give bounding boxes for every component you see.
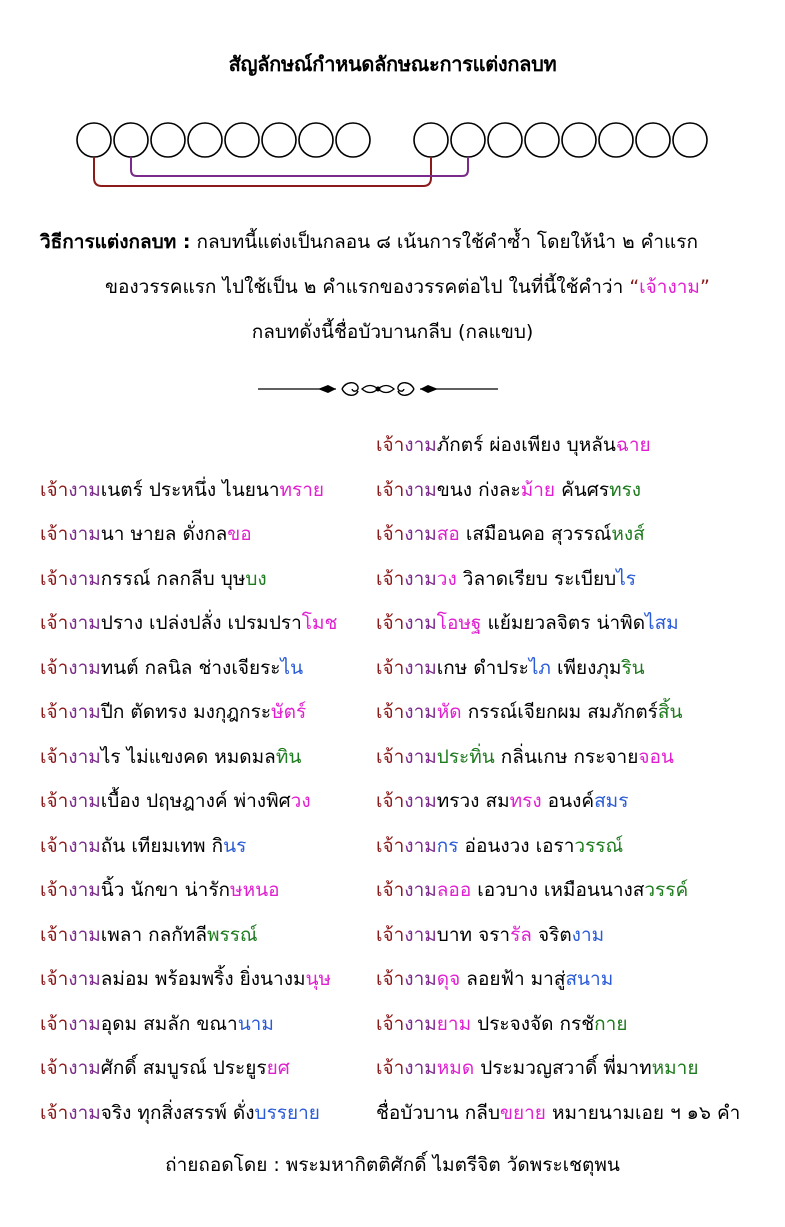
keyword: เจ้างาม [639,276,700,298]
verse-word: นา ษายล ดั่งกล [100,523,228,545]
verse-word: หัด [436,701,462,723]
verse-line-left [40,920,258,950]
verse-word: เจ้า [376,434,405,456]
verse-line-left [40,564,267,594]
first-line-circles [77,123,370,157]
verse-word: งาม [404,656,437,679]
verse-word: กรรณ์เจียกผม สมภักตร์ [461,701,658,723]
verse-word: ขนง ก่งละ [436,478,521,501]
verse-word: เบื้อง ปฤษฎางค์ พ่างพิศ [100,790,291,812]
verse-word: เจ้า [40,1101,69,1124]
verse-word: งาม [571,923,605,946]
verse-line-right [376,475,641,505]
verse-line-left [40,875,280,905]
verse-line-left [40,1098,320,1128]
verse-word: ทราย [279,478,325,501]
verse-line-left [40,1009,274,1039]
verse-word: นิ้ว นักขา น่ารัก [100,879,231,901]
verse-word: เจ้า [376,523,405,545]
verse-word: งาม [68,523,101,545]
verse-word: ลอยฟ้า มาสู่ [460,968,566,990]
verse-line-left [40,608,337,638]
verse-word: บาท จรา [436,923,511,946]
verse-word: เจ้า [40,656,69,679]
verse-word: ถัน เทียมเทพ กิ [100,834,224,857]
verse-line-right [376,920,604,950]
verse-word: วรรค์ [644,879,689,901]
second-line-circles [414,123,707,157]
verse-word: ม้าย [520,478,556,501]
verse-word: โอษฐ [436,612,482,634]
verse-word: คันศร [555,478,610,501]
verse-word: กรรณ์ กลกลีบ บุษ [100,567,246,590]
verse-line-right [376,653,645,683]
verse-word: งาม [404,567,437,590]
verse-word: งาม [404,434,437,456]
quote-close: ” [699,276,710,298]
verse-word: เพียงภุม [550,656,622,679]
verse-word: วง [436,567,457,590]
verse-line-right [376,1053,698,1083]
verse-word: เจ้า [376,656,405,679]
verse-line-right [376,964,613,994]
verse-word: งาม [68,478,101,501]
verse-word: งาม [404,523,437,545]
verse-word: บรรยาย [254,1101,320,1124]
page-title: สัญลักษณ์กำหนดลักษณะการแต่งกลบท [228,52,557,76]
verse-word: เจ้า [40,612,69,634]
verse-word: เจ้า [40,834,69,857]
verse-word: งาม [404,879,437,901]
verse-word: พรรณ์ [206,923,258,946]
verse-line-left [40,831,246,861]
verse-word: งาม [68,701,101,723]
verse-word: งาม [404,745,437,768]
verse-word: งาม [404,1012,437,1035]
verse-word: ยศ [266,1057,290,1079]
verse-word: งาม [68,790,101,812]
verse-word: งาม [404,968,437,990]
verse-word: หงส์ [611,523,645,545]
verse-word: สมร [594,790,629,812]
verse-word: ปีก ตัดทรง มงกุฎกระ [100,701,272,723]
verse-word: วิลาดเรียบ ระเบียบ [456,567,617,590]
verse-word: นร [223,834,247,857]
verse-word: ริน [621,656,645,679]
verse-word: ทรวง สม [436,790,510,812]
verse-line-right [376,1098,740,1128]
verse-word: เจ้า [40,745,69,768]
quote-open: “ [629,276,640,298]
verse-word: งาม [68,656,101,679]
verse-word: เจ้า [40,879,69,901]
verse-word: ขยาย [500,1101,546,1124]
verse-word: ลม่อม พร้อมพริ้ง ยิ่งนางม [100,968,306,990]
verse-word: เจ้า [40,701,69,723]
verse-line-right [376,1009,627,1039]
verse-word: งาม [404,701,437,723]
verse-word: ฉาย [615,434,651,456]
verse-word: เจ้า [40,478,69,501]
verse-word: เจ้า [376,1012,405,1035]
verse-word: งาม [68,567,101,590]
verse-word: เจ้า [376,701,405,723]
verse-line-right [376,875,688,905]
verse-line-right [376,519,645,549]
verse-word: เจ้า [40,923,69,946]
verse-word: ขอ [227,523,252,545]
verse-word: โมช [301,612,338,634]
verse-word: เจ้า [376,1057,405,1079]
verse-word: ศักดิ์ สมบูรณ์ ประยูร [100,1057,267,1079]
verse-word: สิ้น [657,701,683,723]
verse-word: งาม [68,1012,101,1035]
verse-word: จอน [638,745,674,768]
verse-line-left [40,742,301,772]
verse-word: เจ้า [40,1057,69,1079]
verse-word: นาม [237,1012,274,1035]
verse-word: ไสม [645,612,679,634]
verse-word: เพลา กลกัทลี [100,923,207,946]
verse-word: ประทิ่น [436,745,495,768]
verse-word: เจ้า [376,879,405,901]
link-word-one [94,157,431,186]
verse-word: สนาม [565,968,614,990]
verse-word: งาม [68,968,101,990]
verse-word: เจ้า [40,567,69,590]
verse-word: ทรง [509,790,542,812]
verse-line-left [40,786,311,816]
intro-line2: ของวรรคแรก ไปใช้เป็น ๒ คำแรกของวรรคต่อไป ในที่นี้ใช้คำว่า [105,276,630,298]
verse-word: เจ้า [40,790,69,812]
verse-word: ษัตร์ [271,701,307,723]
verse-word: งาม [404,1057,437,1079]
verse-word: งาม [404,612,437,634]
verse-word: ดุจ [436,968,461,990]
verse-word: ไร ไม่แขงคด หมดมล [100,745,276,768]
verse-word: เจ้า [376,790,405,812]
verse-word: ไร [616,567,636,590]
verse-line-right [376,430,651,460]
verse-word: เจ้า [376,567,405,590]
intro-lead: วิธีการแต่งกลบท : [40,231,191,253]
verse-word: วรรณ์ [574,834,624,857]
verse-word: วง [290,790,311,812]
verse-line-left [40,1053,290,1083]
verse-word: ประมวญสวาดิ์ พี่มาท [474,1057,652,1079]
verse-line-left [40,964,331,994]
verse-line-left [40,697,306,727]
verse-scheme-diagram [0,110,785,190]
verse-word: หมด [436,1057,475,1079]
verse-line-left [40,475,324,505]
verse-word: เกษ ดำประ [436,656,529,679]
verse-word: อนงค์ [541,790,595,812]
verse-word: งาม [68,1101,101,1124]
verse-word: หมาย [651,1057,699,1079]
verse-word: งาม [404,834,437,857]
verse-word: ไน [280,656,304,679]
intro-paragraph [0,220,785,355]
verse-word: บง [245,567,267,590]
verse-word: งาม [68,923,101,946]
verse-word: กลิ่นเกษ กระจาย [494,745,639,768]
link-word-two [131,157,468,176]
verse-word: ทรง [609,478,642,501]
verse-line-right [376,786,628,816]
verse-word: ปราง เปล่งปลั่ง เปรมปรา [100,612,302,634]
verse-word: งาม [68,834,101,857]
verse-word: หมายนามเอย ฯ ๑๖ คำ [545,1101,741,1124]
verse-word: ไภ [528,656,551,679]
verse-word: สอ [436,523,460,545]
ornament-divider [258,378,498,400]
verse-word: ประจงจัด กรชั [471,1012,595,1035]
verse-word: ทนต์ กลนิล ช่างเจียระ [100,656,281,679]
verse-word: กร [436,834,459,857]
verse-word: เอวบาง เหมือนนางส [471,879,645,901]
verse-word: งาม [404,478,437,501]
intro-line3: กลบทดั่งนี้ชื่อบัวบานกลีบ (กลแขบ) [251,321,534,343]
verse-line-right [376,608,679,638]
verse-word: เจ้า [376,834,405,857]
verse-word: เจ้า [376,478,405,501]
verse-word: เจ้า [376,745,405,768]
verse-word: ภักตร์ ผ่องเพียง บุหลัน [436,434,616,456]
verse-word: เจ้า [376,923,405,946]
verse-word: เนตร์ ประหนึ่ง ไนยนา [100,478,280,501]
verse-word: นุษ [305,968,332,990]
verse-word: ษหนอ [230,879,280,901]
verse-word: แย้มยวลจิตร น่าพิด [481,612,646,634]
verse-word: ทิน [275,745,302,768]
verse-word: ชื่อบัวบาน กลีบ [376,1101,501,1124]
verse-word: ยาม [436,1012,472,1035]
verse-word: เจ้า [376,968,405,990]
verse-word: เจ้า [376,612,405,634]
verse-word: เจ้า [40,1012,69,1035]
verse-word: เจ้า [40,523,69,545]
verse-word: อ่อนงวง เอรา [458,834,575,857]
verse-word: จริง ทุกสิ่งสรรพ์ ดั่ง [100,1101,255,1124]
verse-word: เจ้า [40,968,69,990]
verse-word: รัล [510,923,532,946]
verse-word: งาม [404,790,437,812]
intro-line1: กลบทนี้แต่งเป็นกลอน ๘ เน้นการใช้คำซ้ำ โดยให้นำ ๒ คำแรก [190,231,698,253]
verse-word: อุดม สมลัก ขณา [100,1012,238,1035]
verse-line-right [376,831,623,861]
verse-word: ลออ [436,879,472,901]
verse-word: งาม [68,879,101,901]
verse-line-right [376,742,674,772]
verse-line-left [40,653,303,683]
verse-line-right [376,564,636,594]
verse-word: งาม [68,612,101,634]
verse-word: งาม [68,1057,101,1079]
verse-word: กาย [594,1012,628,1035]
verse-line-right [376,697,682,727]
credit-footer: ถ่ายถอดโดย : พระมหากิตติศักดิ์ ไมตรีจิต วัดพระเชตุพน [165,1154,620,1176]
verse-word: งาม [68,745,101,768]
verse-line-left [40,519,252,549]
verse-word: เสมือนคอ สุวรรณ์ [459,523,612,545]
verse-word: จริต [531,923,572,946]
verse-word: งาม [404,923,437,946]
